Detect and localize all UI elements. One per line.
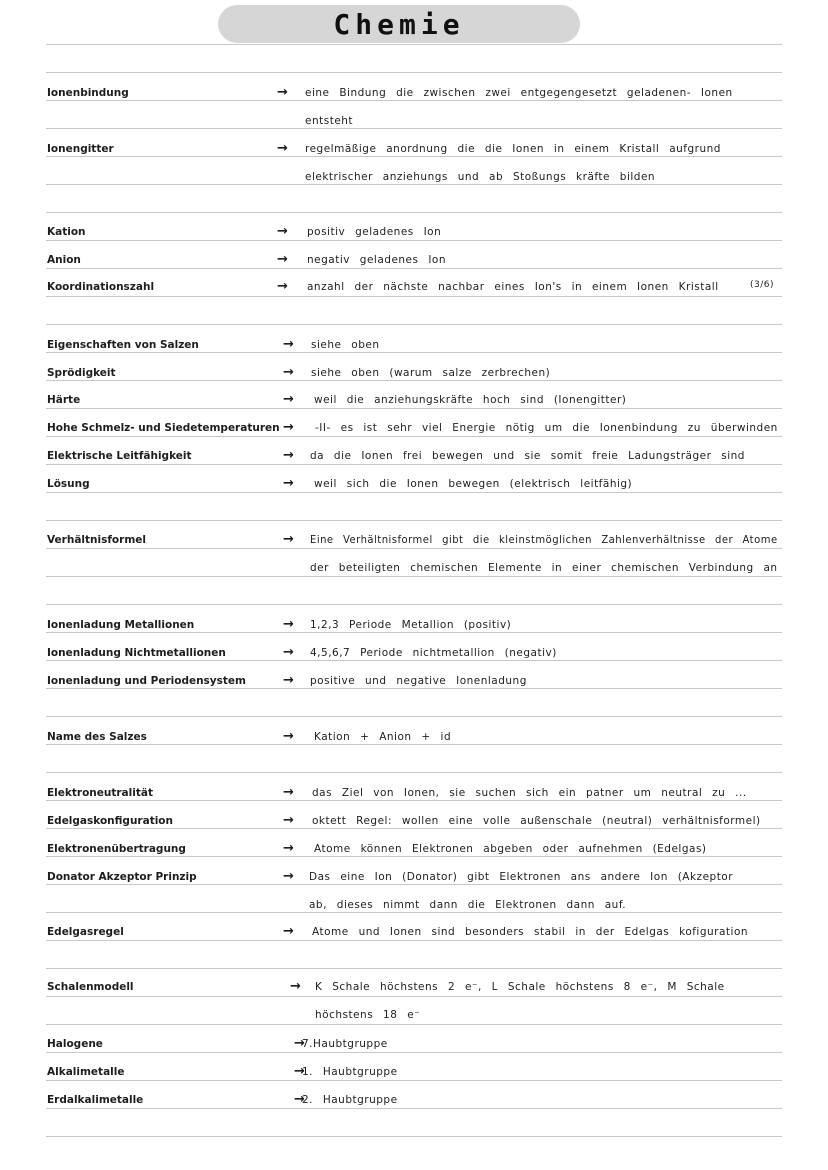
ruled-line <box>46 520 782 521</box>
ruled-line <box>46 688 782 689</box>
ruled-line <box>46 632 782 633</box>
arrow-icon: → <box>283 729 294 744</box>
ruled-line <box>46 660 782 661</box>
arrow-icon: → <box>283 337 294 352</box>
definition-line: eine Bindung die zwischen zwei entgegengesetzt geladenen- Ionen <box>305 87 733 99</box>
definition-line: elektrischer anziehungs und ab Stoßungs kräfte bilden <box>305 171 656 183</box>
arrow-icon: → <box>277 252 288 267</box>
arrow-icon: → <box>283 448 294 463</box>
ruled-line <box>46 212 782 213</box>
definition-line: höchstens 18 e⁻ <box>315 1009 421 1021</box>
arrow-icon: → <box>283 869 294 884</box>
arrow-icon: → <box>283 813 294 828</box>
ruled-line <box>46 128 782 129</box>
term-label: Sprödigkeit <box>47 367 116 379</box>
arrow-icon: → <box>294 1092 305 1107</box>
definition-line: regelmäßige anordnung die die Ionen in einem Kristall aufgrund <box>305 143 721 155</box>
ruled-line <box>46 1052 782 1053</box>
definition-line: weil sich die Ionen bewegen (elektrisch leitfähig) <box>314 478 633 490</box>
definition-line: ab, dieses nimmt dann die Elektronen dann auf. <box>309 899 627 911</box>
term-label: Donator Akzeptor Prinzip <box>47 871 197 883</box>
definition-line: das Ziel von Ionen, sie suchen sich ein patner um neutral zu ... <box>312 787 747 799</box>
definition-line: Das eine Ion (Donator) gibt Elektronen ans andere Ion (Akzeptor <box>309 871 734 883</box>
term-label: Ionenbindung <box>47 87 129 99</box>
term-label: Ionenladung und Periodensystem <box>47 675 246 687</box>
arrow-icon: → <box>283 785 294 800</box>
term-label: Elektronenübertragung <box>47 843 186 855</box>
term-label: Ionengitter <box>47 143 114 155</box>
ruled-line <box>46 380 782 381</box>
definition-line: der beteiligten chemischen Elemente in einer chemischen Verbindung an <box>310 562 778 574</box>
arrow-icon: → <box>283 420 294 435</box>
ruled-line <box>46 940 782 941</box>
definition-line: 2. Haubtgruppe <box>302 1094 398 1106</box>
definition-line: Kation + Anion + id <box>314 731 452 743</box>
definition-line: negativ geladenes Ion <box>307 254 446 266</box>
definition-line: positiv geladenes Ion <box>307 226 442 238</box>
ruled-line <box>46 884 782 885</box>
definition-line: da die Ionen frei bewegen und sie somit freie Ladungsträger sind <box>310 450 745 462</box>
arrow-icon: → <box>277 224 288 239</box>
term-label: Lösung <box>47 478 90 490</box>
definition-line: entsteht <box>305 115 354 127</box>
arrow-icon: → <box>283 365 294 380</box>
term-label: Schalenmodell <box>47 981 134 993</box>
definition-line: K Schale höchstens 2 e⁻, L Schale höchstens 8 e⁻, M Schale <box>315 981 725 993</box>
ruled-line <box>46 1136 782 1137</box>
term-label: Edelgaskonfiguration <box>47 815 173 827</box>
ruled-line <box>46 744 782 745</box>
page-title: Chemie <box>333 7 465 41</box>
ruled-line <box>46 436 782 437</box>
term-label: Härte <box>47 394 81 406</box>
term-label: Koordinationszahl <box>47 281 155 293</box>
term-label: Elektrische Leitfähigkeit <box>47 450 192 462</box>
ruled-line <box>46 548 782 549</box>
arrow-icon: → <box>283 645 294 660</box>
coordination-note: (3/6) <box>750 280 775 290</box>
ruled-line <box>46 100 782 101</box>
arrow-icon: → <box>277 279 288 294</box>
definition-line: siehe oben <box>311 339 380 351</box>
ruled-line <box>46 492 782 493</box>
ruled-line <box>46 912 782 913</box>
ruled-line <box>46 184 782 185</box>
arrow-icon: → <box>283 476 294 491</box>
ruled-line <box>46 1108 782 1109</box>
ruled-line <box>46 968 782 969</box>
ruled-line <box>46 464 782 465</box>
ruled-line <box>46 856 782 857</box>
ruled-line <box>46 800 782 801</box>
ruled-line <box>46 156 782 157</box>
arrow-icon: → <box>283 924 294 939</box>
definition-line: Atome können Elektronen abgeben oder aufnehmen (Edelgas) <box>314 843 707 855</box>
ruled-line <box>46 268 782 269</box>
definition-line: 1. Haubtgruppe <box>302 1066 398 1078</box>
ruled-line <box>46 352 782 353</box>
title-banner <box>218 5 580 43</box>
ruled-line <box>46 828 782 829</box>
definition-line: 4,5,6,7 Periode nichtmetallion (negativ) <box>310 647 557 659</box>
term-label: Alkalimetalle <box>47 1066 125 1078</box>
ruled-line <box>46 576 782 577</box>
ruled-line <box>46 996 782 997</box>
ruled-line <box>46 716 782 717</box>
term-label: Kation <box>47 226 86 238</box>
arrow-icon: → <box>283 673 294 688</box>
arrow-icon: → <box>277 85 288 100</box>
ruled-line <box>46 44 782 45</box>
arrow-icon: → <box>290 979 301 994</box>
arrow-icon: → <box>283 532 294 547</box>
ruled-line <box>46 1080 782 1081</box>
ruled-line <box>46 324 782 325</box>
definition-line: 7.Haubtgruppe <box>302 1038 388 1050</box>
definition-line: siehe oben (warum salze zerbrechen) <box>311 367 551 379</box>
arrow-icon: → <box>294 1064 305 1079</box>
definition-line: weil die anziehungskräfte hoch sind (Ionengitter) <box>314 394 627 406</box>
definition-line: Atome und Ionen sind besonders stabil in der Edelgas kofiguration <box>312 926 749 938</box>
term-label: Erdalkalimetalle <box>47 1094 144 1106</box>
definition-line: -II- es ist sehr viel Energie nötig um die Ionenbindung zu überwinden <box>315 422 778 434</box>
term-label: Elektroneutralität <box>47 787 153 799</box>
arrow-icon: → <box>283 392 294 407</box>
ruled-line <box>46 408 782 409</box>
definition-line: anzahl der nächste nachbar eines Ion's in einem Ionen Kristall <box>307 281 719 293</box>
definition-line: oktett Regel: wollen eine volle außenschale (neutral) verhältnisformel) <box>312 815 761 827</box>
ruled-line <box>46 604 782 605</box>
ruled-line <box>46 1024 782 1025</box>
arrow-icon: → <box>294 1036 305 1051</box>
definition-line: Eine Verhältnisformel gibt die kleinstmöglichen Zahlenverhältnisse der Atome <box>310 534 778 546</box>
term-label: Ionenladung Nichtmetallionen <box>47 647 226 659</box>
ruled-line <box>46 772 782 773</box>
arrow-icon: → <box>277 141 288 156</box>
arrow-icon: → <box>283 617 294 632</box>
ruled-line <box>46 240 782 241</box>
term-label: Name des Salzes <box>47 731 147 743</box>
term-label: Verhältnisformel <box>47 534 146 546</box>
term-label: Eigenschaften von Salzen <box>47 339 199 351</box>
ruled-line <box>46 296 782 297</box>
arrow-icon: → <box>283 841 294 856</box>
term-label: Ionenladung Metallionen <box>47 619 195 631</box>
definition-line: 1,2,3 Periode Metallion (positiv) <box>310 619 512 631</box>
term-label: Halogene <box>47 1038 103 1050</box>
term-label: Anion <box>47 254 81 266</box>
term-label: Edelgasregel <box>47 926 124 938</box>
ruled-line <box>46 72 782 73</box>
definition-line: positive und negative Ionenladung <box>310 675 527 687</box>
term-label: Hohe Schmelz- und Siedetemperaturen <box>47 422 280 434</box>
